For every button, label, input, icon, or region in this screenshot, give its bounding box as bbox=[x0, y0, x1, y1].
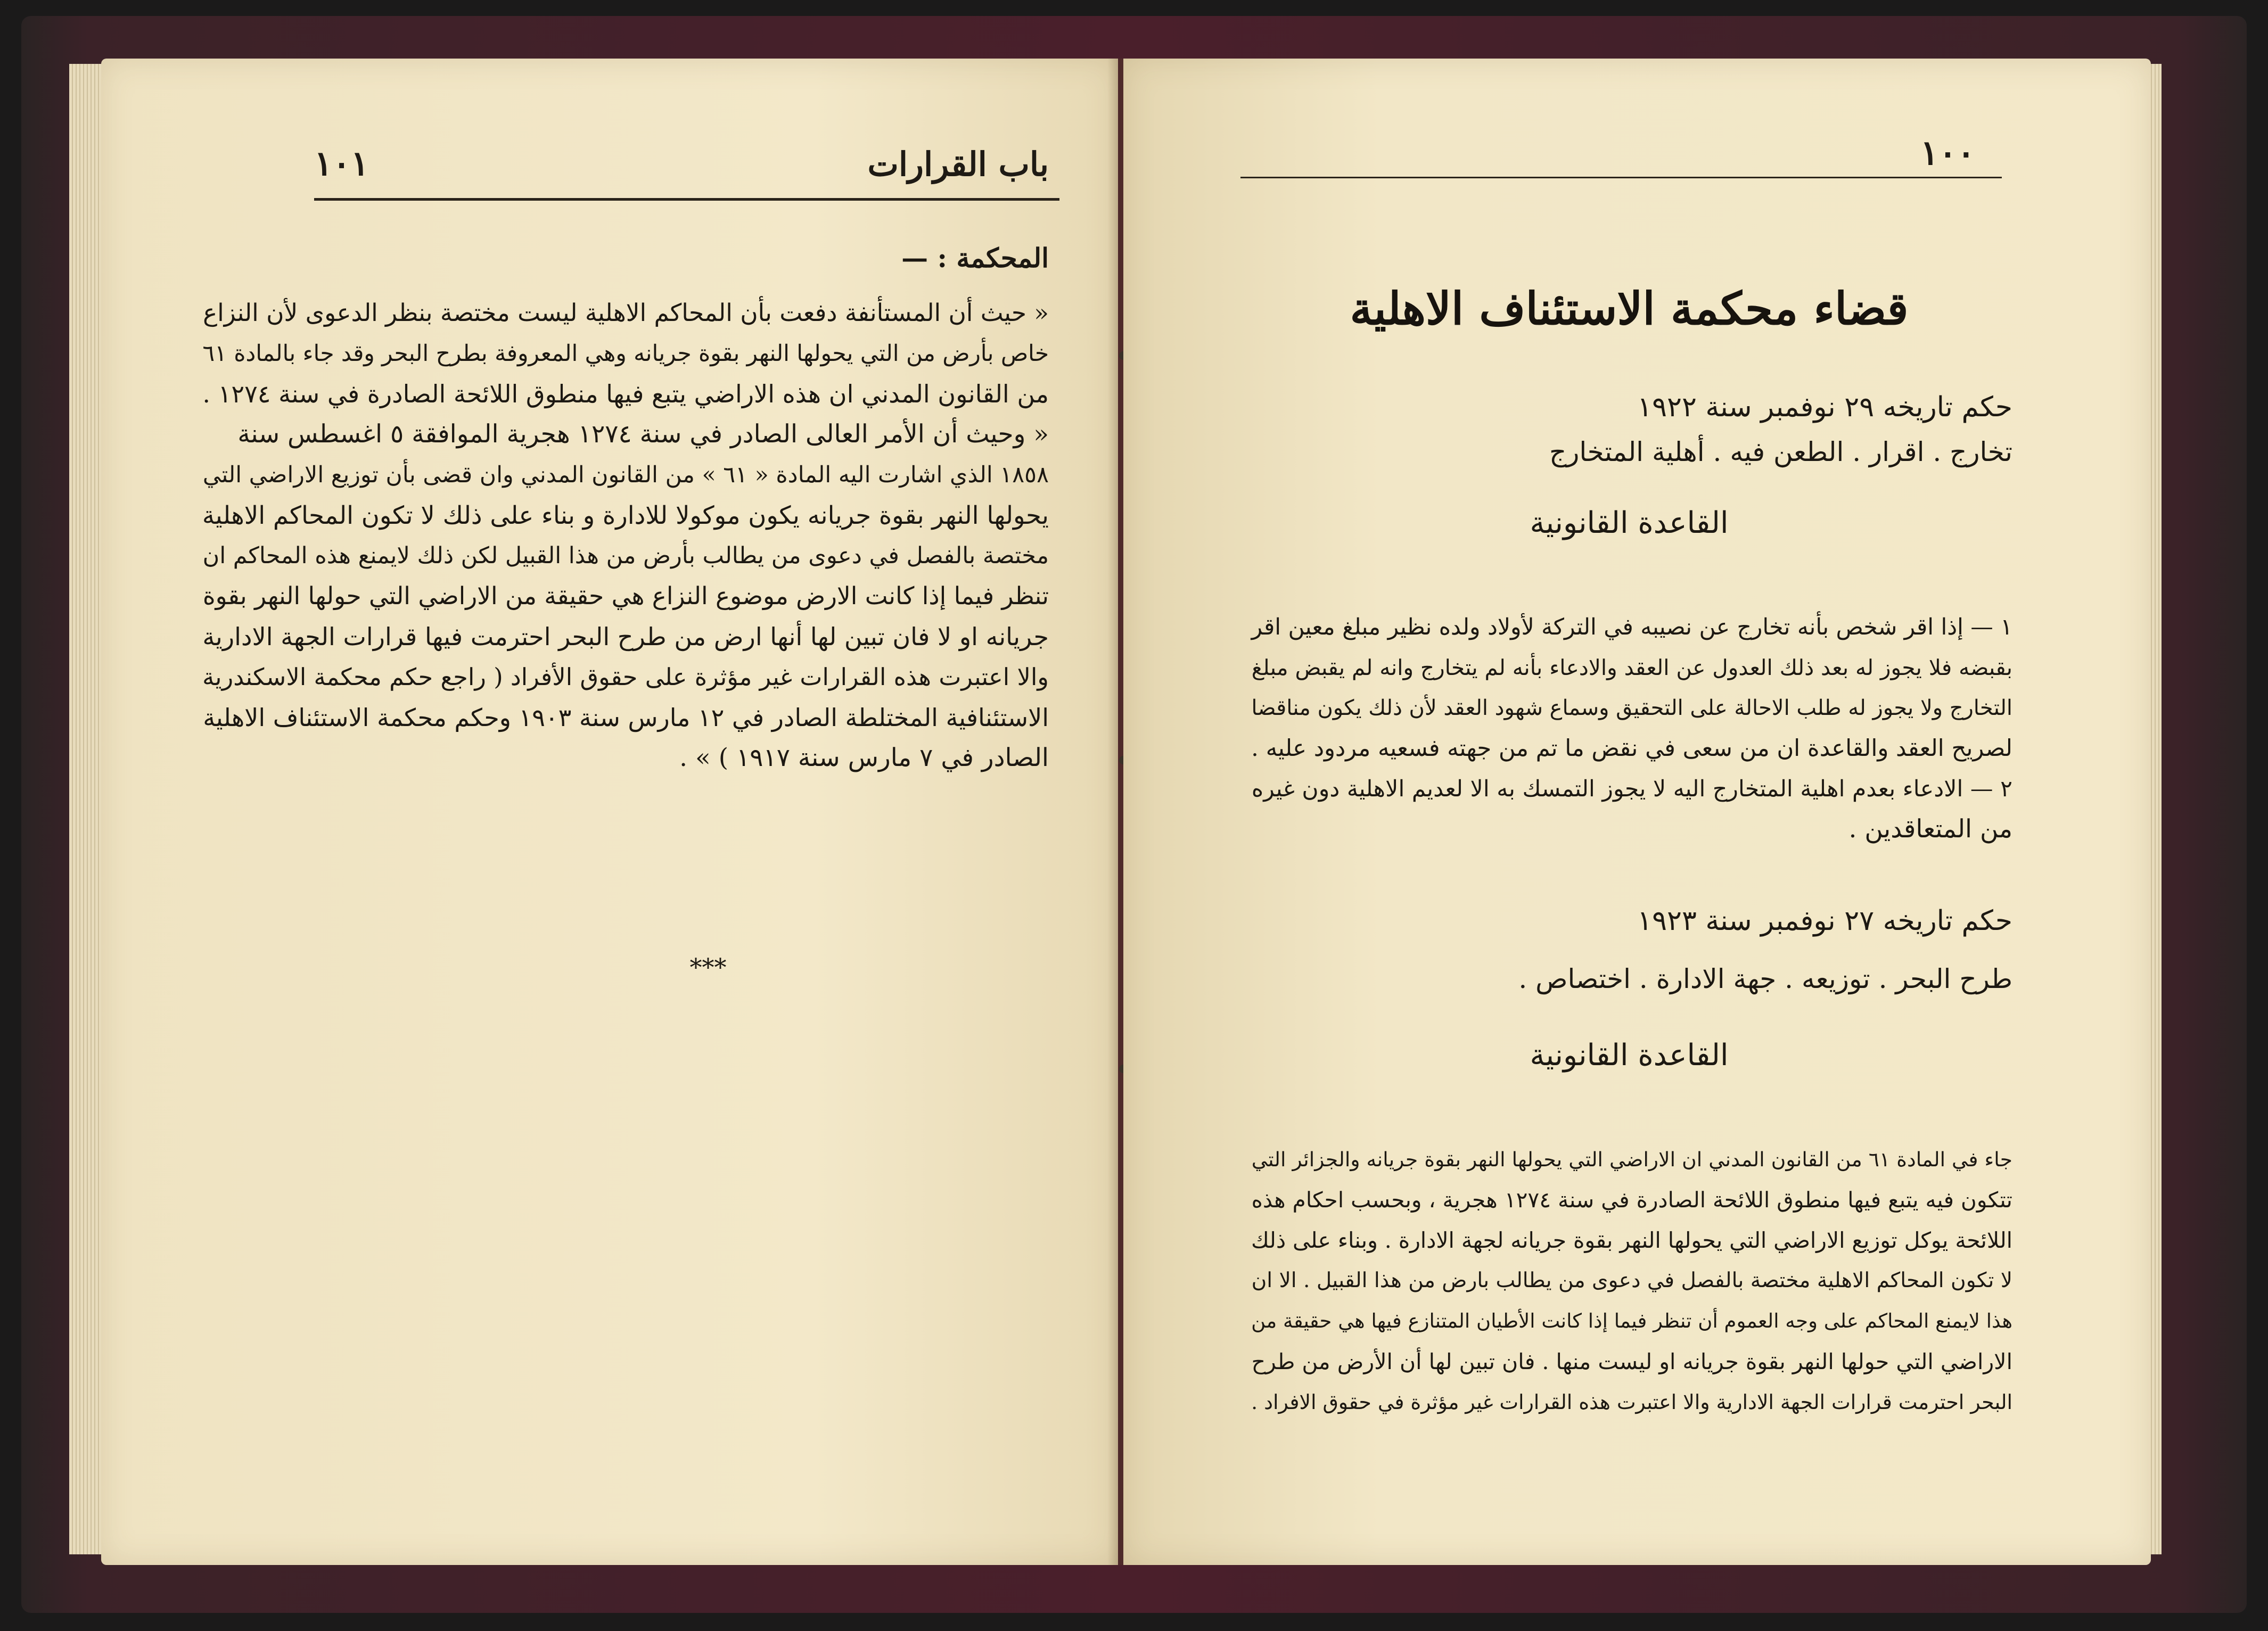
text-line: جريانه او لا فان تبين لها أنها ارض من طرح البحر احترمت فيها قرارات الجهة الادارية bbox=[202, 622, 1049, 651]
text-line: بقبضه فلا يجوز له بعد ذلك العدول عن العقد والادعاء بأنه لم يتخارج وانه لم يقبض مبلغ bbox=[1251, 655, 2012, 680]
text-line: اللائحة يوكل توزيع الاراضي التي يحولها النهر بقوة جريانه لجهة الادارة . وبناء على ذلك bbox=[1251, 1228, 2012, 1253]
text-line: البحر احترمت قرارات الجهة الادارية والا اعتبرت هذه القرارات غير مؤثرة في حقوق الافراد . bbox=[1251, 1390, 2012, 1414]
left-page-header bbox=[314, 144, 1049, 184]
paragraph bbox=[202, 414, 1049, 778]
principle-heading: القاعدة القانونية bbox=[1530, 506, 1729, 540]
section-label: المحكمة : — bbox=[901, 242, 1049, 274]
text-line: الصادر في ٧ مارس سنة ١٩١٧ ) » . bbox=[679, 743, 1049, 772]
ruling1-body bbox=[1251, 607, 2012, 850]
text-line: تتكون فيه يتبع فيها منطوق اللائحة الصادرة في سنة ١٢٧٤ هجرية ، وبحسب احكام هذه bbox=[1251, 1187, 2012, 1213]
text-line: مختصة بالفصل في دعوى من يطالب بأرض من هذا القبيل لكن ذلك لايمنع هذه المحاكم ان bbox=[202, 542, 1049, 569]
principle-heading: القاعدة القانونية bbox=[1530, 1038, 1729, 1073]
left-page bbox=[101, 59, 1118, 1565]
text-line: لا تكون المحاكم الاهلية مختصة بالفصل في دعوى من يطالب بارض من هذا القبيل . الا ان bbox=[1251, 1268, 2012, 1292]
text-line: التخارج ولا يجوز له طلب الاحالة على التحقيق وسماع شهود العقد لأن ذلك يكون مناقضا bbox=[1251, 696, 2012, 720]
text-line: من المتعاقدين . bbox=[1848, 814, 2012, 844]
left-body bbox=[202, 293, 1049, 778]
paragraph bbox=[202, 293, 1049, 414]
text-line: خاص بأرض من التي يحولها النهر بقوة جريانه وهي المعروفة بطرح البحر وقد جاء بالمادة ٦١ bbox=[202, 340, 1049, 366]
text-line: جاء في المادة ٦١ من القانون المدني ان الاراضي التي يحولها النهر بقوة جريانه والجزائر التي bbox=[1251, 1148, 2012, 1171]
text-line: لصريح العقد والقاعدة ان من سعى في نقض ما تم من جهته فسعيه مردود عليه . bbox=[1251, 735, 2012, 762]
ruling-date: حكم تاريخه ٢٩ نوفمبر سنة ١٩٢٢ bbox=[1637, 391, 2012, 423]
text-line: والا اعتبرت هذه القرارات غير مؤثرة على حقوق الأفراد ( راجع حكم محكمة الاسكندرية bbox=[202, 663, 1049, 691]
text-line: ١ — إذا اقر شخص بأنه تخارج عن نصيبه في التركة لأولاد ولده نظير مبلغ معين اقر bbox=[1251, 614, 2012, 640]
section-separator: *** bbox=[689, 953, 727, 982]
text-line: من القانون المدني ان هذه الاراضي يتبع فيها منطوق اللائحة الصادرة في سنة ١٢٧٤ . bbox=[202, 380, 1049, 408]
header-rule bbox=[314, 198, 1059, 201]
text-line: تنظر فيما إذا كانت الارض موضوع النزاع هي حقيقة من الاراضي التي حولها النهر بقوة bbox=[202, 582, 1049, 610]
page-title: قضاء محكمة الاستئناف الاهلية bbox=[1350, 282, 1909, 335]
text-line: « حيث أن المستأنفة دفعت بأن المحاكم الاهلية ليست مختصة بنظر الدعوى لأن النزاع bbox=[203, 299, 1049, 327]
text-line: ٢ — الادعاء بعدم اهلية المتخارج اليه لا يجوز التمسك به الا لعديم الاهلية دون غيره bbox=[1251, 776, 2012, 802]
running-head: باب القرارات bbox=[867, 145, 1049, 184]
right-page bbox=[1123, 59, 2151, 1565]
text-line: يحولها النهر بقوة جريانه يكون موكولا للادارة و بناء على ذلك لا تكون المحاكم الاهلية bbox=[202, 501, 1049, 530]
ruling-keywords: تخارج . اقرار . الطعن فيه . أهلية المتخارج bbox=[1549, 436, 2012, 467]
right-page-header bbox=[1815, 133, 1975, 173]
ruling-date: حكم تاريخه ٢٧ نوفمبر سنة ١٩٢٣ bbox=[1637, 905, 2012, 937]
page-edges-left bbox=[69, 64, 101, 1554]
page-number: ١٠١ bbox=[314, 144, 369, 184]
text-line: « وحيث أن الأمر العالى الصادر في سنة ١٢٧٤ هجرية الموافقة ٥ اغسطس سنة bbox=[237, 419, 1049, 449]
page-number: ١٠٠ bbox=[1920, 133, 1975, 173]
text-line: ١٨٥٨ الذي اشارت اليه المادة « ٦١ » من القانون المدني وان قضى بأن توزيع الاراضي التي bbox=[202, 462, 1049, 488]
text-line: الاستئنافية المختلطة الصادر في ١٢ مارس سنة ١٩٠٣ وحكم محكمة الاستئناف الاهلية bbox=[203, 703, 1049, 732]
header-rule bbox=[1240, 177, 2002, 178]
text-line: هذا لايمنع المحاكم على وجه العموم أن تنظر فيما إذا كانت الأطيان المتنازع فيها هي حقيقة من bbox=[1251, 1309, 2012, 1332]
ruling2-body bbox=[1251, 1139, 2012, 1422]
ruling-keywords: طرح البحر . توزيعه . جهة الادارة . اختصاص . bbox=[1518, 963, 2012, 994]
text-line: الاراضي التي حولها النهر بقوة جريانه او ليست منها . فان تبين لها أن الأرض من طرح bbox=[1251, 1349, 2012, 1374]
